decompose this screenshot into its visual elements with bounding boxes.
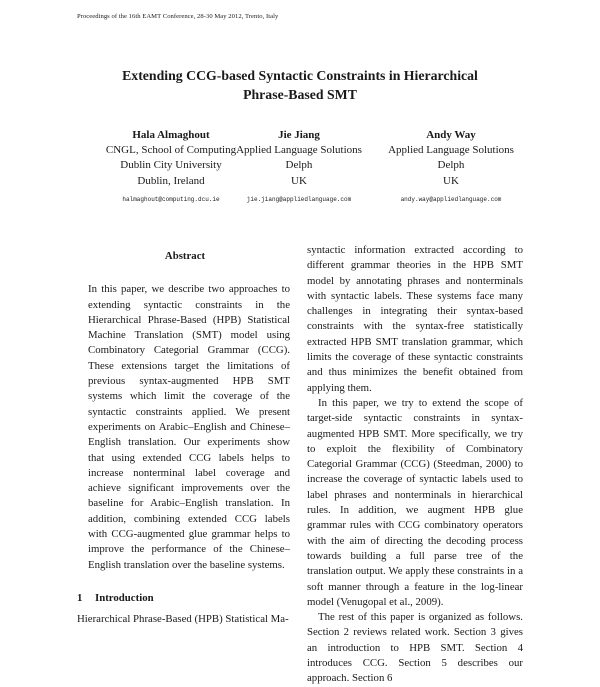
author-affiliation: Dublin, Ireland — [137, 174, 205, 187]
author-name: Andy Way — [426, 129, 476, 141]
author-email: andy.way@appliedlanguage.com — [400, 195, 502, 203]
author-affiliation: CNGL, School of Computing — [105, 144, 237, 157]
left-column — [77, 243, 293, 628]
section-number: 1 — [77, 591, 83, 604]
paper-title-line-2: Phrase-Based SMT — [243, 87, 357, 102]
author-3 — [351, 128, 551, 205]
body-paragraph-2: In this paper, we try to extend the scope of target-side syntactic constraints in syntax-augmented HPB SMT. More specifically, we try to exploit the flexibility of Combinatory Categorial Grammar (CCG) (Steedman, 2000) to increase the coverage of syntactic labels used to label phrases and nonterminals in hierarchical rules. In addition, we augment HPB glue grammar rules with CCG combinatory operators with the aim of directing the decoding process towards building a full parse tree of the translation output. We apply these constraints in a soft manner through a feature in the log-linear model (Venugopal et al., 2009). — [307, 396, 523, 608]
author-email: halmaghout@computing.dcu.ie — [122, 195, 220, 203]
author-block — [0, 128, 600, 208]
author-name: Jie Jiang — [278, 129, 320, 141]
paper-title — [60, 66, 540, 104]
paper-title-line-1: Extending CCG-based Syntactic Constraints in Hierarchical — [122, 68, 478, 83]
author-affiliation: Delph — [285, 159, 313, 172]
abstract-heading: Abstract — [164, 250, 206, 262]
right-column — [307, 243, 523, 687]
author-affiliation: Delph — [437, 159, 465, 172]
body-paragraph-1: syntactic information extracted according to different grammar theories in the HPB SMT model by annotating phrases and nonterminals with syntactic labels. These systems face many challenges in integrating their syntax-based constraints with the syntax-free statistically extracted HPB SMT translation grammar, which limits the coverage of these syntactic constraints and thus minimizes the benefit obtained from applying them. — [307, 244, 523, 394]
body-paragraph-3: The rest of this paper is organized as follows. Section 2 reviews related work. Section 3 gives an introduction to HPB SMT. Section 4 introduces CCG. Section 5 describes our approach. Section 6 — [307, 611, 523, 685]
author-email: jie.jiang@appliedlanguage.com — [246, 195, 352, 203]
author-affiliation: UK — [443, 174, 459, 187]
introduction-first-line: Hierarchical Phrase-Based (HPB) Statistical Ma- — [77, 613, 289, 626]
running-header: Proceedings of the 16th EAMT Conference, 28-30 May 2012, Trento, Italy — [77, 13, 279, 20]
section-heading-introduction — [77, 591, 293, 606]
author-affiliation: Applied Language Solutions — [236, 144, 362, 157]
author-affiliation: UK — [291, 174, 307, 187]
section-title: Introduction — [95, 591, 154, 604]
author-name: Hala Almaghout — [132, 129, 210, 141]
author-affiliation: Applied Language Solutions — [388, 144, 514, 157]
author-affiliation: Dublin City University — [120, 159, 222, 172]
abstract-text: In this paper, we describe two approaches to extending syntactic constraints in the Hierarchical Phrase-Based (HPB) Statistical Machine Translation (SMT) model using Combinatory Categorial Grammar (CCG). These extensions target the limitations of previous syntax-augmented HPB SMT systems which limit the coverage of the syntactic constraints applied. We present experiments on Arabic–English and Chinese–English translation. Our experiments show that using extended CCG labels helps to increase nonterminal label coverage and achieve significant improvements over the baseline for Arabic–English translation. In addition, combining extended CCG labels with CCG-augmented glue grammar helps to improve the performance of the Chinese–English translation over the baseline systems. — [88, 283, 290, 571]
